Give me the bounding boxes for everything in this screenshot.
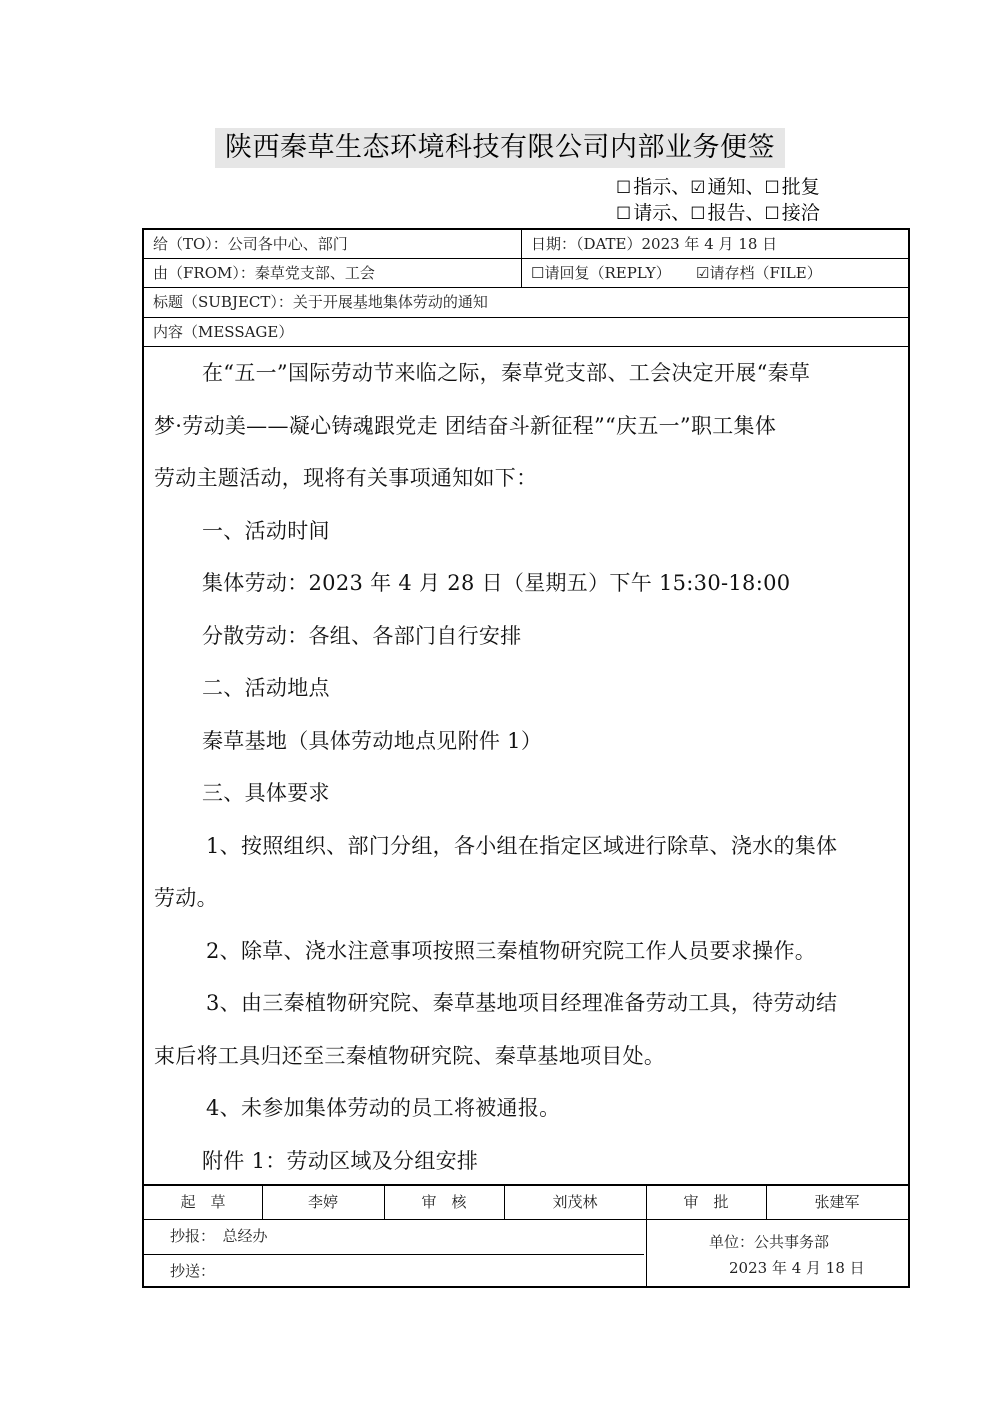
empty-box-icon[interactable]: ☐ <box>764 204 780 224</box>
empty-box-icon[interactable]: ☐ <box>616 204 632 224</box>
draft-label: 起 草 <box>180 1193 226 1211</box>
category-option[interactable] <box>765 202 820 224</box>
category-option[interactable] <box>616 176 690 198</box>
row-divider <box>144 258 908 259</box>
message-paragraph: 劳动。 <box>154 886 218 910</box>
subject-field: 标题（SUBJECT）：关于开展基地集体劳动的通知 <box>153 293 488 311</box>
category-option[interactable] <box>765 176 820 198</box>
row-divider <box>144 346 908 347</box>
row-divider <box>144 287 908 288</box>
category-option[interactable] <box>690 176 764 198</box>
section-heading: 三、具体要求 <box>202 781 330 805</box>
empty-box-icon[interactable]: ☐ <box>616 178 632 198</box>
report-to: 抄报： 总经办 <box>170 1227 268 1245</box>
category-label: 批复 <box>781 176 820 198</box>
approve-name: 张建军 <box>814 1193 860 1211</box>
from-field: 由（FROM）：秦草党支部、工会 <box>153 264 375 282</box>
review-label: 审 核 <box>421 1193 467 1211</box>
category-option[interactable] <box>690 202 764 224</box>
to-field: 给（TO）：公司各中心、部门 <box>153 235 348 253</box>
file-label: 请存档（FILE） <box>709 264 822 282</box>
message-paragraph: 分散劳动：各组、各部门自行安排 <box>202 624 522 648</box>
review-name: 刘茂林 <box>552 1193 598 1211</box>
message-label: 内容（MESSAGE） <box>153 323 294 341</box>
footer-date: 2023 年 4 月 18 日 <box>729 1259 865 1277</box>
date-field: 日期：（DATE）2023 年 4 月 18 日 <box>531 235 778 253</box>
message-paragraph: 束后将工具归还至三秦植物研究院、秦草基地项目处。 <box>154 1044 666 1068</box>
footer-divider <box>144 1184 908 1186</box>
memo-form <box>142 228 910 1288</box>
category-option[interactable] <box>616 202 690 224</box>
message-paragraph: 3、由三秦植物研究院、秦草基地项目经理准备劳动工具，待劳动结 <box>206 991 838 1015</box>
empty-box-icon[interactable]: ☐ <box>690 204 706 224</box>
message-paragraph: 集体劳动：2023 年 4 月 28 日（星期五）下午 15:30-18:00 <box>202 571 791 595</box>
message-paragraph: 2、除草、浇水注意事项按照三秦植物研究院工作人员要求操作。 <box>206 939 817 963</box>
message-paragraph: 劳动主题活动，现将有关事项通知如下： <box>154 466 538 490</box>
category-label: 报告、 <box>707 202 765 224</box>
category-label: 指示、 <box>633 176 691 198</box>
row-divider <box>144 1254 644 1255</box>
message-paragraph: 秦草基地（具体劳动地点见附件 1） <box>202 729 543 753</box>
copy-to: 抄送： <box>170 1262 216 1280</box>
checked-box-icon[interactable]: ☑ <box>690 178 706 198</box>
unit: 单位：公共事务部 <box>709 1233 830 1251</box>
file-option[interactable] <box>696 260 822 286</box>
message-paragraph: 梦·劳动美——凝心铸魂跟党走 团结奋斗新征程”“庆五一”职工集体 <box>154 414 777 438</box>
page-title: 陕西秦草生态环境科技有限公司内部业务便签 <box>215 128 785 168</box>
section-heading: 一、活动时间 <box>202 519 330 543</box>
attachment-note: 附件 1：劳动区域及分组安排 <box>202 1149 479 1173</box>
category-label: 通知、 <box>707 176 765 198</box>
message-paragraph: 1、按照组织、部门分组，各小组在指定区域进行除草、浇水的集体 <box>206 834 838 858</box>
approve-label: 审 批 <box>683 1193 729 1211</box>
reply-label: 请回复（REPLY） <box>544 264 671 282</box>
reply-option[interactable] <box>531 260 671 286</box>
empty-box-icon[interactable]: ☐ <box>764 178 780 198</box>
row-divider <box>144 1219 908 1220</box>
category-label: 接洽 <box>781 202 820 224</box>
message-paragraph: 4、未参加集体劳动的员工将被通报。 <box>206 1096 561 1120</box>
message-paragraph: 在“五一”国际劳动节来临之际，秦草党支部、工会决定开展“秦草 <box>202 361 811 385</box>
column-divider <box>521 230 522 288</box>
category-label: 请示、 <box>633 202 691 224</box>
section-heading: 二、活动地点 <box>202 676 330 700</box>
category-row-2 <box>616 201 856 226</box>
draft-name: 李婷 <box>307 1193 338 1211</box>
file-checkbox[interactable]: ☑ <box>696 264 710 282</box>
category-row-1 <box>616 175 856 200</box>
reply-checkbox[interactable]: ☐ <box>531 264 545 282</box>
row-divider <box>144 317 908 318</box>
